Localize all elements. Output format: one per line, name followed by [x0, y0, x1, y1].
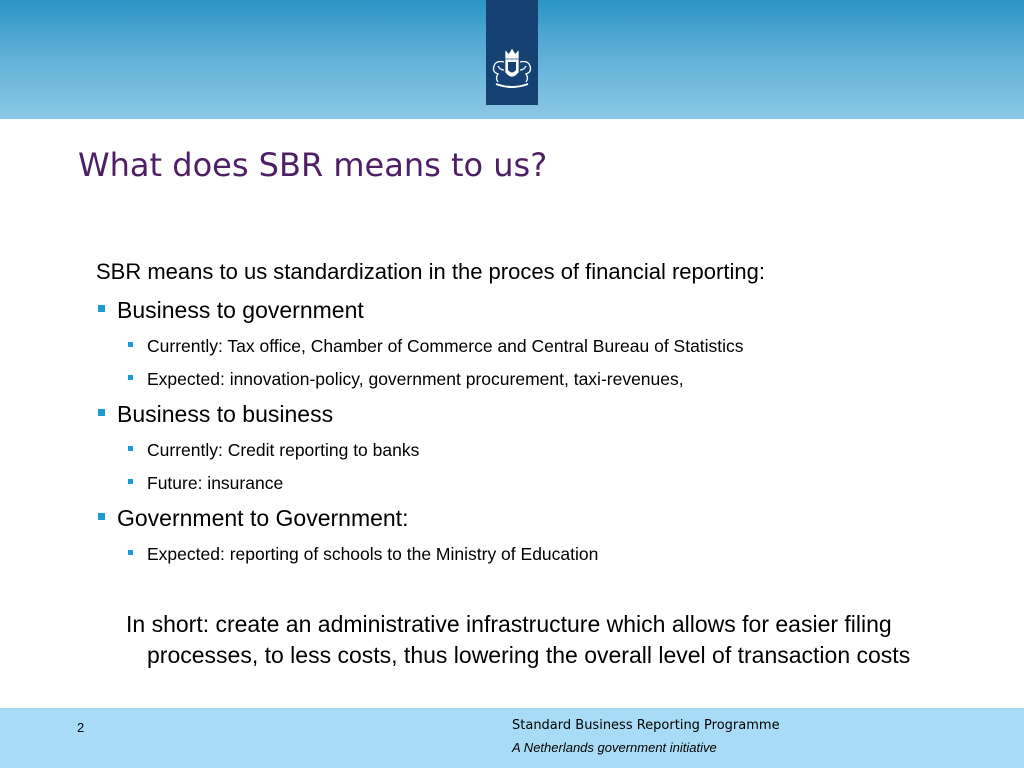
list-item-text: Currently: Credit reporting to banks [147, 440, 420, 460]
square-bullet-icon [98, 305, 105, 312]
section-business-to-government [117, 297, 364, 324]
square-bullet-icon [98, 409, 105, 416]
square-bullet-icon [128, 479, 133, 484]
slide-title: What does SBR means to us? [78, 146, 548, 184]
list-item [147, 369, 684, 390]
list-item [147, 336, 744, 357]
list-item [147, 440, 419, 461]
square-bullet-icon [128, 375, 133, 380]
list-item-text: Future: insurance [147, 473, 284, 493]
programme-name: Standard Business Reporting Programme [512, 718, 780, 733]
square-bullet-icon [128, 342, 133, 347]
list-item-text: Currently: Tax office, Chamber of Commerce and Central Bureau of Statistics [147, 336, 744, 356]
summary-text: In short: create an administrative infrastructure which allows for easier filing processes, to less costs, thus lowering the overall level of transaction costs [126, 611, 911, 668]
section-government-to-government [117, 505, 408, 532]
page-number: 2 [77, 720, 85, 735]
list-item-text: Expected: innovation-policy, government procurement, taxi-revenues, [147, 369, 684, 389]
section-label: Business to government [117, 297, 364, 323]
section-label: Government to Government: [117, 505, 409, 531]
footer-bar [0, 708, 1024, 768]
section-label: Business to business [117, 401, 334, 427]
list-item [147, 544, 598, 565]
initiative-tagline: A Netherlands government initiative [512, 740, 717, 755]
intro-text: SBR means to us standardization in the proces of financial reporting: [96, 259, 765, 284]
list-item [147, 473, 283, 494]
square-bullet-icon [98, 513, 105, 520]
section-business-to-business [117, 401, 333, 428]
square-bullet-icon [128, 446, 133, 451]
square-bullet-icon [128, 550, 133, 555]
list-item-text: Expected: reporting of schools to the Ministry of Education [147, 544, 599, 564]
